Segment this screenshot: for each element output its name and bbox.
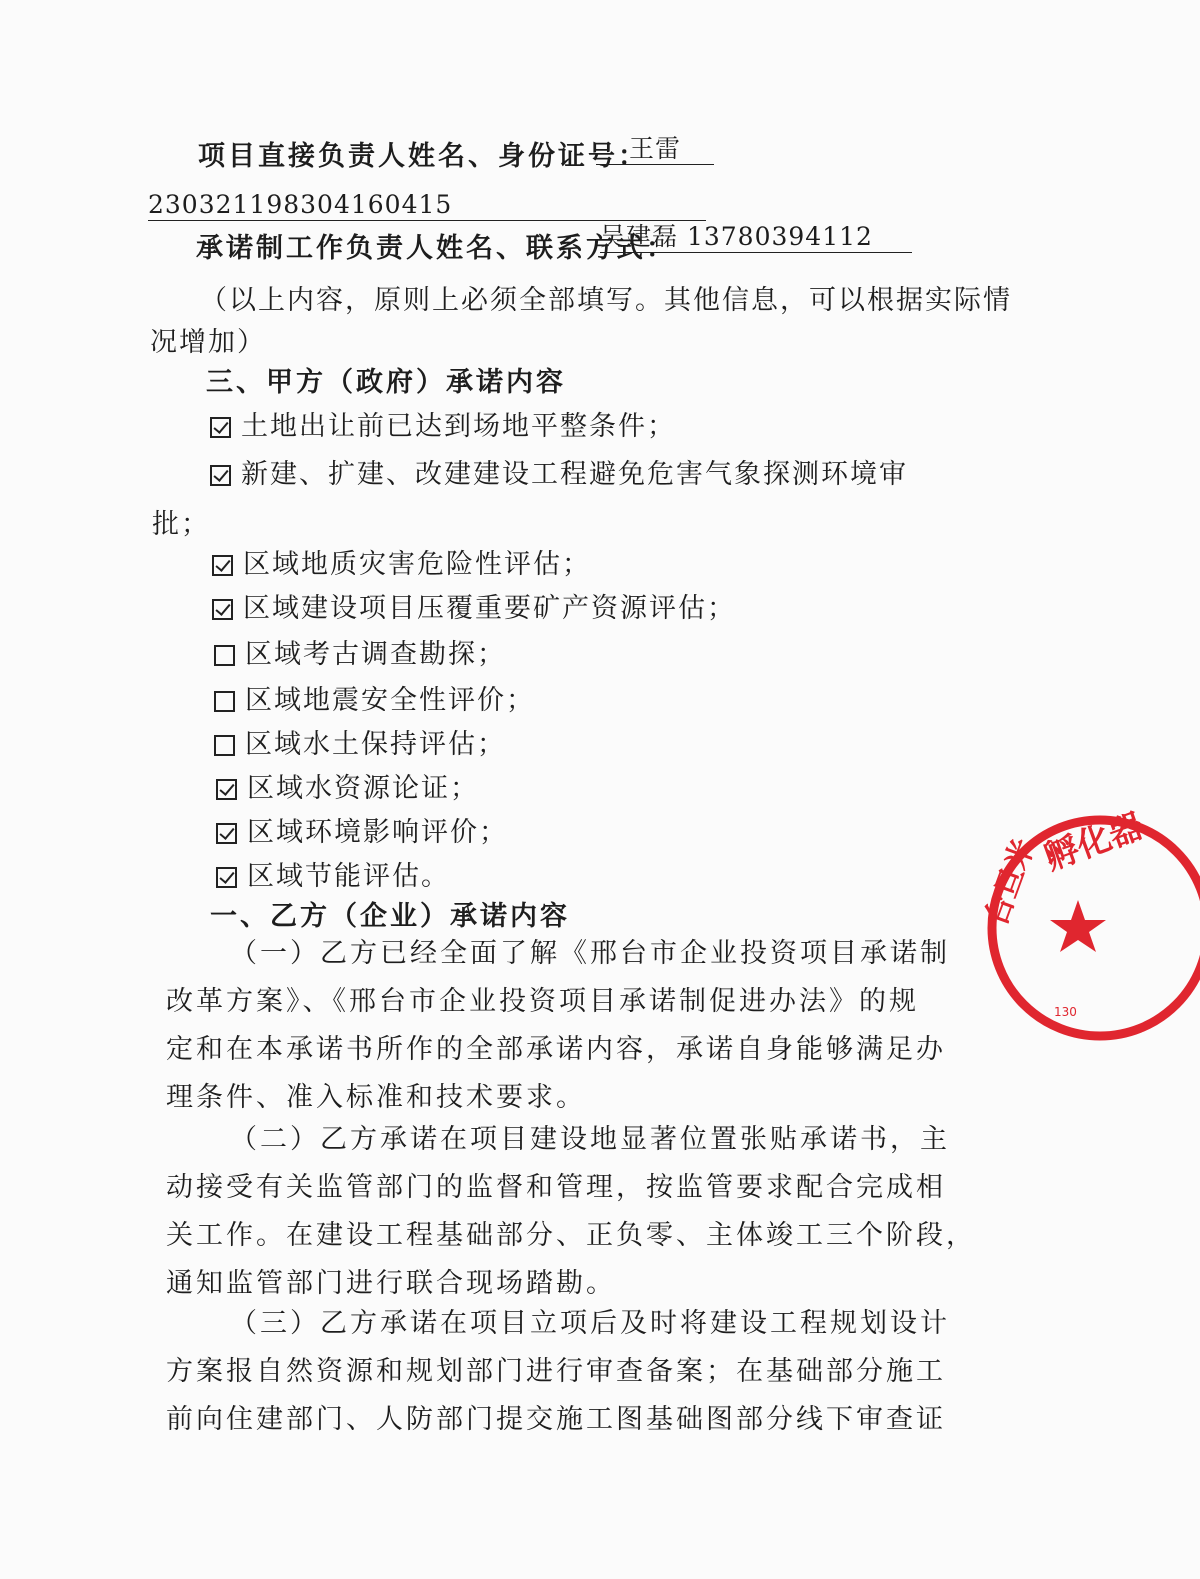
seal-text-left: 台旦米 <box>978 834 1043 931</box>
paragraph-line: （三）乙方承诺在项目立项后及时将建设工程规划设计 <box>230 1308 950 1339</box>
paragraph-line: 理条件、准入标准和技术要求。 <box>166 1082 586 1113</box>
checkbox-checked-icon[interactable] <box>216 779 237 800</box>
checkbox-checked-icon[interactable] <box>216 823 237 844</box>
checkbox-checked-icon[interactable] <box>210 465 231 486</box>
checkbox-empty-icon[interactable] <box>214 735 235 756</box>
paragraph-line: 方案报自然资源和规划部门进行审查备案；在基础部分施工 <box>166 1356 946 1387</box>
commitment-item-label: 区域建设项目压覆重要矿产资源评估； <box>243 593 736 624</box>
commitment-item <box>210 410 676 444</box>
seal-graphic <box>978 805 1200 1048</box>
checkbox-checked-icon[interactable] <box>216 867 237 888</box>
commitment-item <box>214 638 506 672</box>
commitment-item-label: 区域地质灾害危险性评估； <box>243 549 591 580</box>
paragraph-line: 定和在本承诺书所作的全部承诺内容，承诺自身能够满足办 <box>166 1034 946 1065</box>
checkbox-checked-icon[interactable] <box>212 599 233 620</box>
commitment-item <box>214 684 535 718</box>
commitment-item <box>212 548 591 582</box>
paragraph-line: 改革方案》、《邢台市企业投资项目承诺制促进办法》的规 <box>166 986 919 1017</box>
note-line-2: 况增加） <box>150 327 266 358</box>
paragraph-line: 通知监管部门进行联合现场踏勘。 <box>166 1268 616 1299</box>
paragraph-line: （二）乙方承诺在项目建设地显著位置张贴承诺书，主 <box>230 1124 950 1155</box>
checkbox-checked-icon[interactable] <box>210 417 231 438</box>
commitment-item <box>216 860 450 894</box>
seal-text: 孵化器 <box>1039 805 1149 879</box>
commitment-item-continuation: 批； <box>152 509 210 540</box>
section-b-heading: 一、乙方（企业）承诺内容 <box>210 901 570 932</box>
commitment-item-label: 区域考古调查勘探； <box>245 639 506 670</box>
note-line-1: （以上内容，原则上必须全部填写。其他信息，可以根据实际情 <box>200 285 1012 316</box>
seal-code: 130 <box>1054 1005 1077 1019</box>
checkbox-checked-icon[interactable] <box>212 555 233 576</box>
red-seal-stamp <box>978 805 1200 1048</box>
paragraph-line: 动接受有关监管部门的监督和管理，按监管要求配合完成相 <box>166 1172 946 1203</box>
commitment-item <box>216 772 479 806</box>
responsible-label: 项目直接负责人姓名、身份证号： <box>198 141 648 172</box>
commitment-item-label: 区域水土保持评估； <box>245 729 506 760</box>
paragraph-1 <box>166 930 950 1122</box>
commitment-item-label: 区域节能评估。 <box>247 861 450 892</box>
commitment-item <box>216 816 508 850</box>
section-3-heading: 三、甲方（政府）承诺内容 <box>206 367 566 398</box>
checkbox-empty-icon[interactable] <box>214 691 235 712</box>
commitment-item-label: 新建、扩建、改建建设工程避免危害气象探测环境审 <box>241 459 908 490</box>
contact-label: 承诺制工作负责人姓名、联系方式： <box>196 233 676 264</box>
paragraph-2 <box>166 1116 976 1308</box>
responsible-name-field: 王雷 <box>596 134 714 165</box>
paragraph-line: 关工作。在建设工程基础部分、正负零、主体竣工三个阶段， <box>166 1220 976 1251</box>
paragraph-3 <box>166 1300 950 1444</box>
seal-star-icon <box>1050 900 1106 952</box>
paragraph-line: 前向住建部门、人防部门提交施工图基础图部分线下审查证 <box>166 1404 946 1435</box>
checkbox-empty-icon[interactable] <box>214 645 235 666</box>
commitment-item-label: 土地出让前已达到场地平整条件； <box>241 411 676 442</box>
contact-field: 吴建磊 13780394112 <box>600 222 912 253</box>
commitment-item-label: 区域地震安全性评价； <box>245 685 535 716</box>
commitment-item <box>210 458 908 492</box>
commitment-item-label: 区域水资源论证； <box>247 773 479 804</box>
commitment-item <box>212 592 736 626</box>
commitment-item-label: 区域环境影响评价； <box>247 817 508 848</box>
responsible-id-field: 230321198304160415 <box>148 190 706 221</box>
commitment-item <box>214 728 506 762</box>
paragraph-line: （一）乙方已经全面了解《邢台市企业投资项目承诺制 <box>230 938 950 969</box>
